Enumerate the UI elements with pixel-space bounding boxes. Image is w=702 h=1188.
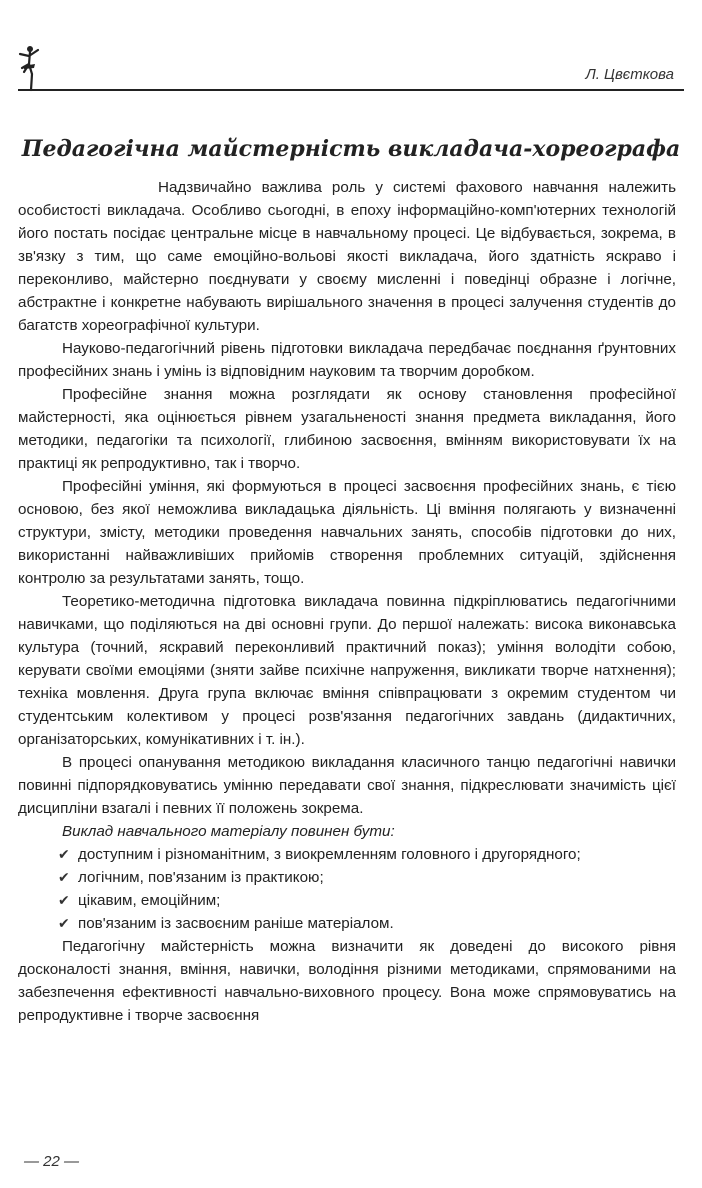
paragraph-1: Надзвичайно важлива роль у системі фахового навчання належить особистості викладача. Особливо сьогодні, в епоху інформаційно-комп'ютерних технологій його постать посідає центральне місце в навчальному процесі. Це відбувається, зокрема, в зв'язку з тим, що саме емоційно-вольові якості викладача, його здатність яскраво і переконливо, майстерно поєднувати у своєму мисленні і поведінці образне і логічне, абстрактне і конкретне набувають вирішального значення в процесі залучення студентів до багатств хореографічної культури. (18, 179, 676, 334)
list-item-text: пов'язаним із засвоєним раніше матеріалом. (78, 915, 394, 932)
list-item-text: доступним і різноманітним, з виокремленням головного і другорядного; (78, 846, 581, 863)
list-item-text: логічним, пов'язаним із практикою; (78, 869, 324, 886)
running-header-author: Л. Цвєткова (585, 66, 674, 83)
body-text (18, 176, 676, 1027)
page-number: — 22 — (24, 1153, 80, 1170)
check-icon: ✔ (58, 846, 70, 862)
list-item-text: цікавим, емоційним; (78, 892, 221, 909)
check-icon: ✔ (58, 892, 70, 908)
section-title: Педагогічна майстерність викладача-хореографа (21, 136, 681, 162)
paragraph-5: Теоретико-методична підготовка викладача повинна підкріплюватись педагогічними навичками, що поділяються на дві основні групи. До першої належать: висока виконавська культура (точний, яскравий переконливий практичний показ); уміння володіти собою, керувати своїми емоціями (зняти зайве психічне напруження, викликати творче натхнення); техніка мовлення. Друга група включає вміння співпрацювати з окремим студентом чи студентським колективом у процесі розв'язання педагогічних завдань (дидактичних, організаторських, комунікативних і т. ін.). (18, 593, 676, 748)
paragraph-6: В процесі опанування методикою викладання класичного танцю педагогічні навички повинні підпорядковуватись умінню передавати свої знання, підкреслювати значимість цієї дисципліни взагалі і певних її положень зокрема. (18, 754, 676, 817)
ballerina-icon (18, 44, 40, 92)
check-icon: ✔ (58, 869, 70, 885)
list-item (18, 912, 676, 935)
list-item (18, 866, 676, 889)
bullet-list (18, 843, 676, 935)
list-item (18, 843, 676, 866)
paragraph-3: Професійне знання можна розглядати як основу становлення професійної майстерності, яка оцінюється рівнем узагальненості знання предмета викладання, його методики, педагогіки та психології, глибиною засвоєння, вмінням використовувати їх на практиці як репродуктивно, так і творчо. (18, 386, 676, 472)
check-icon: ✔ (58, 915, 70, 931)
list-lead: Виклад навчального матеріалу повинен бути: (62, 823, 395, 840)
closing-paragraph: Педагогічну майстерність можна визначити як доведені до високого рівня досконалості знання, вміння, навички, володіння різними методиками, спрямованими на забезпечення ефективності навчально-виховного процесу. Вона може спрямовуватись на репродуктивне і творче засвоєння (18, 938, 676, 1024)
header-divider (18, 89, 684, 91)
paragraph-4: Професійні уміння, які формуються в процесі засвоєння професійних знань, є тією основою, без якої неможлива викладацька діяльність. Ці вміння полягають у визначенні структури, змісту, методики проведення навчальних занять, способів підготовки до них, використанні найважливіших прийомів створення проблемних ситуацій, здійснення контролю за результатами занять, тощо. (18, 478, 676, 587)
paragraph-2: Науково-педагогічний рівень підготовки викладача передбачає поєднання ґрунтовних професійних знань і умінь із відповідним науковим та творчим доробком. (18, 340, 676, 380)
list-item (18, 889, 676, 912)
